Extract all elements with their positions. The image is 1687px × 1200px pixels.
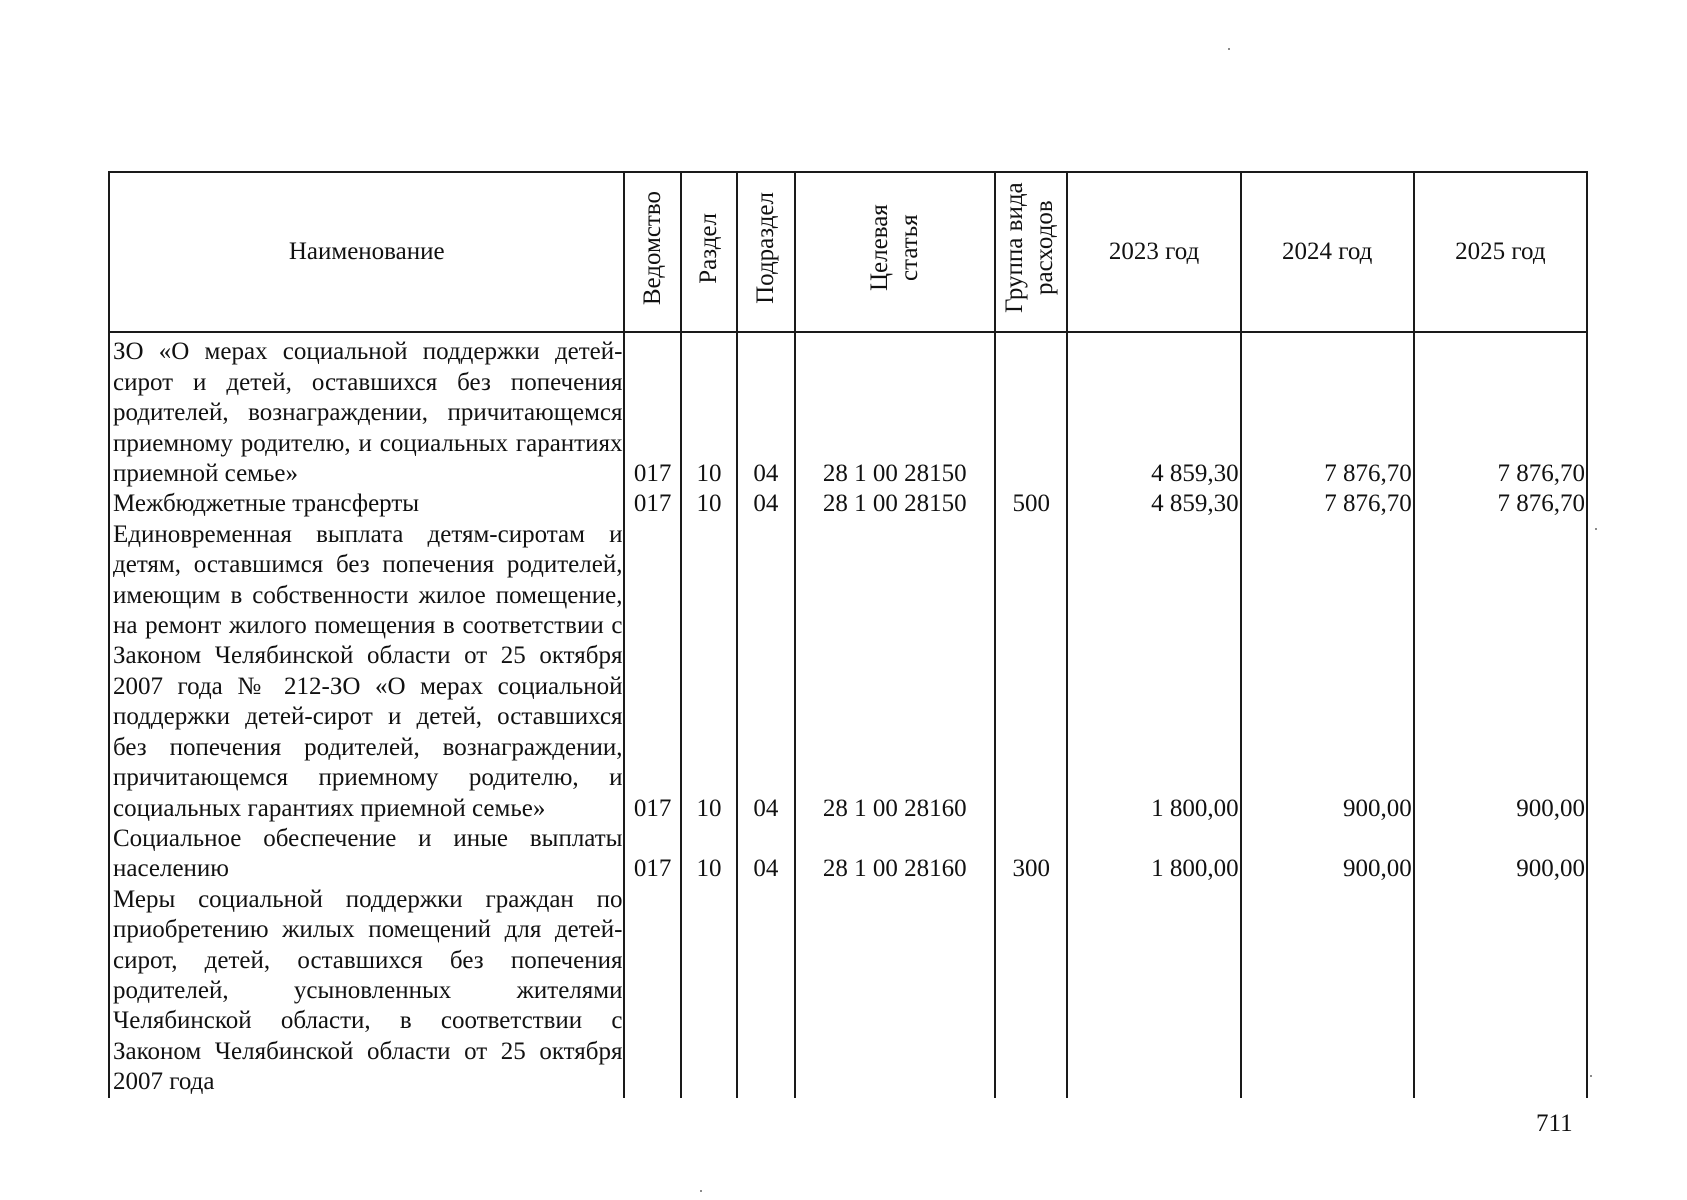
row-2024 [1241, 885, 1414, 1098]
row-section: 10 [681, 332, 737, 489]
row-expense-group [995, 885, 1067, 1098]
header-name: Наименование [109, 172, 624, 332]
row-name: ЗО «О мерах социальной поддержки детей-сирот и детей, оставшихся без попечения родителей, вознаграждении, причитающемся приемному родителю, и социальных гарантиях приемной семье» [109, 332, 624, 489]
row-section: 10 [681, 824, 737, 885]
row-2024: 900,00 [1241, 520, 1414, 824]
row-name: Межбюджетные трансферты [109, 489, 624, 519]
row-subsection: 04 [737, 332, 794, 489]
row-target-article [795, 885, 995, 1098]
row-2025: 7 876,70 [1414, 332, 1587, 489]
row-2024: 7 876,70 [1241, 332, 1414, 489]
row-target-article: 28 1 00 28160 [795, 824, 995, 885]
row-expense-group: 300 [995, 824, 1067, 885]
scan-speck [1590, 1075, 1592, 1077]
row-2024: 900,00 [1241, 824, 1414, 885]
budget-table [108, 171, 1588, 1098]
row-subsection: 04 [737, 489, 794, 519]
table-row [109, 885, 1587, 1098]
header-target-article: Целевая статья [795, 172, 995, 332]
header-2023: 2023 год [1067, 172, 1240, 332]
row-2025 [1414, 885, 1587, 1098]
row-2024: 7 876,70 [1241, 489, 1414, 519]
row-department: 017 [624, 332, 680, 489]
row-section [681, 885, 737, 1098]
row-name: Единовременная выплата детям-сиротам и детям, оставшимся без попечения родителей, имеющим в собственности жилое помещение, на ремонт жилого помещения в соответствии с Законом Челябинской области от 25 октября 2007 года № 212-ЗО «О мерах социальной поддержки детей-сирот и детей, оставшихся без попечения родителей, вознаграждении, причитающемся приемному родителю, и социальных гарантиях приемной семье» [109, 520, 624, 824]
scan-speck [700, 1190, 702, 1192]
scan-speck [1228, 48, 1230, 50]
row-expense-group: 500 [995, 489, 1067, 519]
row-2023: 1 800,00 [1067, 824, 1240, 885]
row-section: 10 [681, 489, 737, 519]
row-expense-group [995, 332, 1067, 489]
row-department: 017 [624, 489, 680, 519]
row-target-article: 28 1 00 28150 [795, 332, 995, 489]
row-2025: 900,00 [1414, 824, 1587, 885]
table-row [109, 520, 1587, 824]
row-target-article: 28 1 00 28160 [795, 520, 995, 824]
row-target-article: 28 1 00 28150 [795, 489, 995, 519]
row-subsection: 04 [737, 824, 794, 885]
scan-speck [1595, 528, 1597, 530]
row-subsection: 04 [737, 520, 794, 824]
row-2023: 1 800,00 [1067, 520, 1240, 824]
table-row [109, 489, 1587, 519]
row-2023: 4 859,30 [1067, 489, 1240, 519]
row-expense-group [995, 520, 1067, 824]
row-name: Социальное обеспечение и иные выплаты населению [109, 824, 624, 885]
table-row [109, 824, 1587, 885]
row-2025: 900,00 [1414, 520, 1587, 824]
row-department: 017 [624, 520, 680, 824]
row-department: 017 [624, 824, 680, 885]
header-subsection: Подраздел [737, 172, 794, 332]
row-department [624, 885, 680, 1098]
row-2025: 7 876,70 [1414, 489, 1587, 519]
row-name: Меры социальной поддержки граждан по приобретению жилых помещений для детей-сирот, детей, оставшихся без попечения родителей, усыновленных жителями Челябинской области, в соответствии с Законом Челябинской области от 25 октября 2007 года [109, 885, 624, 1098]
page-number: 711 [1536, 1110, 1573, 1137]
header-section: Раздел [681, 172, 737, 332]
row-2023 [1067, 885, 1240, 1098]
row-subsection [737, 885, 794, 1098]
header-2025: 2025 год [1414, 172, 1587, 332]
table-row [109, 332, 1587, 489]
row-2023: 4 859,30 [1067, 332, 1240, 489]
header-expense-group: Группа вида расходов [995, 172, 1067, 332]
header-2024: 2024 год [1241, 172, 1414, 332]
header-row [109, 172, 1587, 332]
row-section: 10 [681, 520, 737, 824]
header-department: Ведомство [624, 172, 680, 332]
